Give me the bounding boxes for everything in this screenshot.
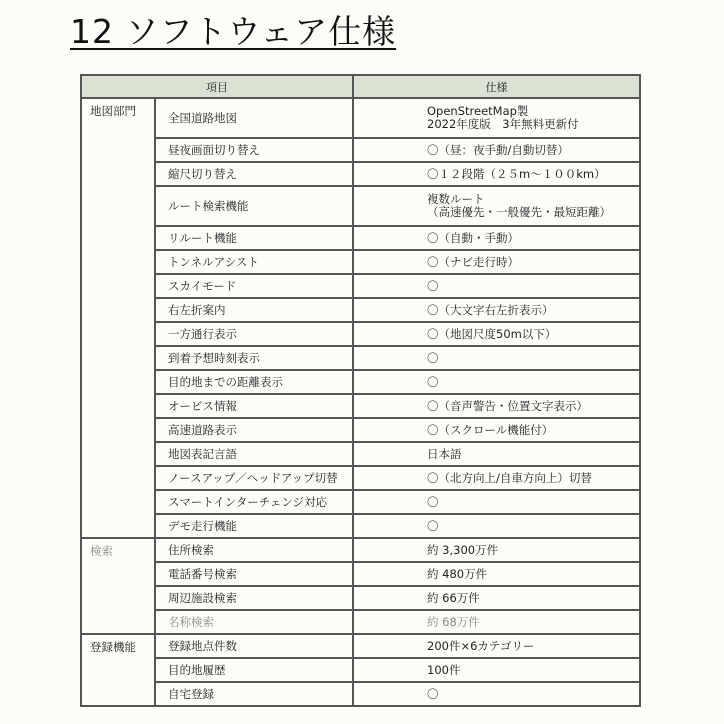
table-row (81, 226, 640, 250)
spec-line: 〇 (427, 494, 439, 509)
spec-cell (353, 226, 640, 250)
table-row (81, 98, 640, 138)
spec-cell (353, 98, 640, 138)
item-cell: 到着予想時刻表示 (155, 346, 353, 370)
table-row (81, 634, 640, 658)
spec-cell (353, 346, 640, 370)
spec-line: 〇 (427, 278, 439, 293)
spec-cell (353, 634, 640, 658)
spec-line: 200件×6カテゴリー (427, 638, 535, 653)
spec-line: 〇（スクロール機能付） (427, 422, 554, 437)
item-cell: 一方通行表示 (155, 322, 353, 346)
spec-cell (353, 658, 640, 682)
table-row (81, 138, 640, 162)
spec-line: 〇 (427, 350, 439, 365)
spec-cell (353, 250, 640, 274)
spec-cell (353, 274, 640, 298)
spec-line: 日本語 (427, 446, 462, 461)
spec-cell (353, 466, 640, 490)
table-row (81, 514, 640, 538)
item-cell: 名称検索 (155, 610, 353, 634)
spec-line: 約 480万件 (427, 566, 488, 581)
table-header (81, 75, 640, 98)
spec-line: （高速優先・一般優先・最短距離） (427, 205, 611, 219)
spec-cell (353, 682, 640, 706)
spec-cell (353, 490, 640, 514)
spec-line: 〇（昼：夜手動/自動切替） (427, 142, 569, 157)
item-cell: 全国道路地図 (155, 98, 353, 138)
spec-cell (353, 610, 640, 634)
spec-line: 複数ルート (427, 192, 485, 206)
table-row (81, 186, 640, 226)
table-row (81, 682, 640, 706)
spec-cell (353, 322, 640, 346)
spec-line: 〇（自動・手動） (427, 230, 519, 245)
table-row (81, 322, 640, 346)
table-row (81, 658, 640, 682)
item-cell: 周辺施設検索 (155, 586, 353, 610)
spec-cell (353, 298, 640, 322)
item-cell: ノースアップ／ヘッドアップ切替 (155, 466, 353, 490)
spec-line: 〇（北方向上/自車方向上）切替 (427, 470, 592, 485)
spec-line: 約 68万件 (427, 614, 480, 629)
item-cell: ルート検索機能 (155, 186, 353, 226)
spec-cell (353, 586, 640, 610)
spec-cell (353, 162, 640, 186)
item-cell: 昼夜画面切り替え (155, 138, 353, 162)
spec-line: OpenStreetMap製 (427, 104, 529, 118)
item-cell: 目的地までの距離表示 (155, 370, 353, 394)
category-cell: 地図部門 (81, 98, 155, 538)
spec-line: 約 66万件 (427, 590, 480, 605)
item-cell: リルート機能 (155, 226, 353, 250)
item-cell: 登録地点件数 (155, 634, 353, 658)
table-row (81, 490, 640, 514)
table-row (81, 370, 640, 394)
spec-cell (353, 442, 640, 466)
table-row (81, 162, 640, 186)
spec-cell (353, 514, 640, 538)
table-row (81, 442, 640, 466)
table-row (81, 586, 640, 610)
table-row (81, 610, 640, 634)
spec-cell (353, 562, 640, 586)
spec-line: 2022年度版 3年無料更新付 (427, 117, 579, 131)
spec-line: 〇（音声警告・位置文字表示） (427, 398, 588, 413)
item-cell: スカイモード (155, 274, 353, 298)
spec-line: 〇 (427, 686, 439, 701)
spec-cell (353, 418, 640, 442)
table-row (81, 418, 640, 442)
table-row (81, 466, 640, 490)
spec-line: 約 3,300万件 (427, 542, 499, 557)
table-row (81, 250, 640, 274)
spec-line: 〇（地図尺度50m以下） (427, 326, 557, 341)
spec-line: 〇１２段階（２５m～１００km） (427, 166, 606, 181)
header-item: 項目 (81, 75, 353, 98)
table-row (81, 538, 640, 562)
spec-line: 〇（大文字右左折表示） (427, 302, 554, 317)
table-row (81, 346, 640, 370)
spec-cell (353, 394, 640, 418)
item-cell: 高速道路表示 (155, 418, 353, 442)
spec-line: 〇 (427, 374, 439, 389)
spec-table (80, 74, 641, 707)
spec-cell (353, 538, 640, 562)
category-cell: 検索 (81, 538, 155, 634)
header-spec: 仕様 (353, 75, 640, 98)
spec-cell (353, 370, 640, 394)
item-cell: 住所検索 (155, 538, 353, 562)
spec-cell (353, 186, 640, 226)
page-title: 12 ソフトウェア仕様 (70, 12, 397, 51)
item-cell: 右左折案内 (155, 298, 353, 322)
table-row (81, 298, 640, 322)
item-cell: 目的地履歴 (155, 658, 353, 682)
item-cell: オービス情報 (155, 394, 353, 418)
item-cell: デモ走行機能 (155, 514, 353, 538)
item-cell: 縮尺切り替え (155, 162, 353, 186)
item-cell: スマートインターチェンジ対応 (155, 490, 353, 514)
item-cell: 地図表記言語 (155, 442, 353, 466)
table-row (81, 274, 640, 298)
item-cell: 電話番号検索 (155, 562, 353, 586)
item-cell: トンネルアシスト (155, 250, 353, 274)
spec-cell (353, 138, 640, 162)
category-cell: 登録機能 (81, 634, 155, 706)
spec-line: 〇（ナビ走行時） (427, 254, 519, 269)
item-cell: 自宅登録 (155, 682, 353, 706)
spec-line: 〇 (427, 518, 439, 533)
table-row (81, 394, 640, 418)
spec-line: 100件 (427, 662, 461, 677)
table-row (81, 562, 640, 586)
